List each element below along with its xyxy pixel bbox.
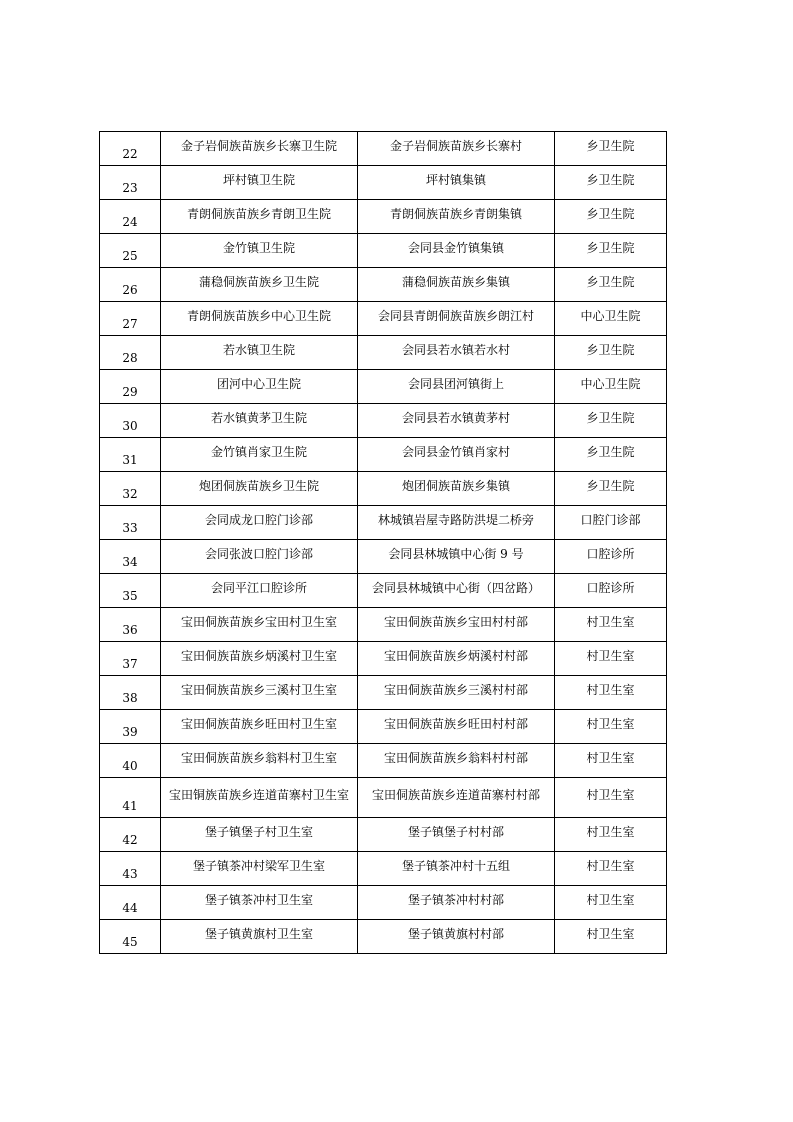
facility-name: 会同平江口腔诊所 <box>161 574 358 608</box>
facility-name: 坪村镇卫生院 <box>161 166 358 200</box>
facility-address: 会同县团河镇街上 <box>358 370 555 404</box>
table-row <box>100 608 667 642</box>
facility-name: 宝田侗族苗族乡旺田村卫生室 <box>161 710 358 744</box>
facility-type: 口腔诊所 <box>555 540 667 574</box>
row-number: 39 <box>100 710 161 744</box>
table-row <box>100 336 667 370</box>
facility-type: 村卫生室 <box>555 778 667 818</box>
facility-name: 堡子镇堡子村卫生室 <box>161 818 358 852</box>
row-number: 45 <box>100 920 161 954</box>
facility-name: 金竹镇卫生院 <box>161 234 358 268</box>
table-row <box>100 818 667 852</box>
table-row <box>100 778 667 818</box>
facility-name: 宝田侗族苗族乡三溪村卫生室 <box>161 676 358 710</box>
facility-type: 乡卫生院 <box>555 166 667 200</box>
row-number: 25 <box>100 234 161 268</box>
facility-address: 炮团侗族苗族乡集镇 <box>358 472 555 506</box>
facility-name: 若水镇卫生院 <box>161 336 358 370</box>
row-number: 40 <box>100 744 161 778</box>
facility-type: 村卫生室 <box>555 818 667 852</box>
row-number: 36 <box>100 608 161 642</box>
table-row <box>100 920 667 954</box>
facility-address: 会同县金竹镇集镇 <box>358 234 555 268</box>
table-row <box>100 472 667 506</box>
row-number: 35 <box>100 574 161 608</box>
row-number: 26 <box>100 268 161 302</box>
facility-type: 口腔门诊部 <box>555 506 667 540</box>
facility-type: 乡卫生院 <box>555 336 667 370</box>
facility-address: 堡子镇茶冲村村部 <box>358 886 555 920</box>
row-number: 22 <box>100 132 161 166</box>
facility-address: 会同县金竹镇肖家村 <box>358 438 555 472</box>
facility-address: 宝田侗族苗族乡连道苗寨村村部 <box>358 778 555 818</box>
table-row <box>100 642 667 676</box>
facility-type: 村卫生室 <box>555 852 667 886</box>
facility-type: 村卫生室 <box>555 920 667 954</box>
row-number: 28 <box>100 336 161 370</box>
row-number: 37 <box>100 642 161 676</box>
facility-name: 青朗侗族苗族乡中心卫生院 <box>161 302 358 336</box>
row-number: 34 <box>100 540 161 574</box>
facility-type: 中心卫生院 <box>555 302 667 336</box>
facility-name: 金子岩侗族苗族乡长寨卫生院 <box>161 132 358 166</box>
table-row <box>100 852 667 886</box>
facility-type: 中心卫生院 <box>555 370 667 404</box>
facility-name: 青朗侗族苗族乡青朗卫生院 <box>161 200 358 234</box>
facility-type: 乡卫生院 <box>555 200 667 234</box>
facility-address: 金子岩侗族苗族乡长寨村 <box>358 132 555 166</box>
facility-type: 乡卫生院 <box>555 438 667 472</box>
facility-address: 堡子镇茶冲村十五组 <box>358 852 555 886</box>
row-number: 44 <box>100 886 161 920</box>
facility-address: 宝田侗族苗族乡炳溪村村部 <box>358 642 555 676</box>
facility-type: 村卫生室 <box>555 886 667 920</box>
facility-name: 若水镇黄茅卫生院 <box>161 404 358 438</box>
facility-name: 金竹镇肖家卫生院 <box>161 438 358 472</box>
facility-name: 宝田铜族苗族乡连道苗寨村卫生室 <box>161 778 358 818</box>
facility-address: 宝田侗族苗族乡宝田村村部 <box>358 608 555 642</box>
table-row <box>100 200 667 234</box>
row-number: 27 <box>100 302 161 336</box>
table-row <box>100 506 667 540</box>
table-row <box>100 744 667 778</box>
row-number: 41 <box>100 778 161 818</box>
table-row <box>100 132 667 166</box>
facility-type: 村卫生室 <box>555 608 667 642</box>
table-row <box>100 166 667 200</box>
table-row <box>100 676 667 710</box>
row-number: 42 <box>100 818 161 852</box>
facility-name: 堡子镇茶冲村梁军卫生室 <box>161 852 358 886</box>
facility-name: 炮团侗族苗族乡卫生院 <box>161 472 358 506</box>
row-number: 43 <box>100 852 161 886</box>
facility-address: 会同县若水镇黄茅村 <box>358 404 555 438</box>
table-row <box>100 438 667 472</box>
facility-address: 宝田侗族苗族乡旺田村村部 <box>358 710 555 744</box>
facility-name: 宝田侗族苗族乡翁料村卫生室 <box>161 744 358 778</box>
facility-address: 宝田侗族苗族乡三溪村村部 <box>358 676 555 710</box>
table-body <box>100 132 667 954</box>
facility-address: 会同县若水镇若水村 <box>358 336 555 370</box>
facility-name: 宝田侗族苗族乡炳溪村卫生室 <box>161 642 358 676</box>
facility-address: 林城镇岩屋寺路防洪堤二桥旁 <box>358 506 555 540</box>
facility-name: 会同张波口腔门诊部 <box>161 540 358 574</box>
row-number: 32 <box>100 472 161 506</box>
facility-address: 蒲稳侗族苗族乡集镇 <box>358 268 555 302</box>
facility-name: 宝田侗族苗族乡宝田村卫生室 <box>161 608 358 642</box>
facility-name: 团河中心卫生院 <box>161 370 358 404</box>
table-row <box>100 886 667 920</box>
row-number: 31 <box>100 438 161 472</box>
facility-address: 会同县林城镇中心街（四岔路） <box>358 574 555 608</box>
row-number: 33 <box>100 506 161 540</box>
facility-type: 乡卫生院 <box>555 472 667 506</box>
facility-address: 堡子镇堡子村村部 <box>358 818 555 852</box>
facility-name: 会同成龙口腔门诊部 <box>161 506 358 540</box>
facility-type: 村卫生室 <box>555 642 667 676</box>
facility-type: 村卫生室 <box>555 676 667 710</box>
facility-type: 村卫生室 <box>555 710 667 744</box>
facility-name: 堡子镇茶冲村卫生室 <box>161 886 358 920</box>
facility-type: 口腔诊所 <box>555 574 667 608</box>
table-row <box>100 268 667 302</box>
row-number: 30 <box>100 404 161 438</box>
table-row <box>100 302 667 336</box>
row-number: 24 <box>100 200 161 234</box>
facility-address: 会同县青朗侗族苗族乡朗江村 <box>358 302 555 336</box>
facility-type: 乡卫生院 <box>555 404 667 438</box>
table-row <box>100 370 667 404</box>
table-row <box>100 540 667 574</box>
facility-type: 乡卫生院 <box>555 234 667 268</box>
facility-address: 堡子镇黄旗村村部 <box>358 920 555 954</box>
facility-type: 乡卫生院 <box>555 268 667 302</box>
facility-address: 宝田侗族苗族乡翁料村村部 <box>358 744 555 778</box>
table-row <box>100 234 667 268</box>
facility-type: 乡卫生院 <box>555 132 667 166</box>
facility-type: 村卫生室 <box>555 744 667 778</box>
table-row <box>100 710 667 744</box>
facility-name: 堡子镇黄旗村卫生室 <box>161 920 358 954</box>
table-row <box>100 574 667 608</box>
row-number: 23 <box>100 166 161 200</box>
row-number: 29 <box>100 370 161 404</box>
facility-address: 青朗侗族苗族乡青朗集镇 <box>358 200 555 234</box>
facility-name: 蒲稳侗族苗族乡卫生院 <box>161 268 358 302</box>
facility-address: 坪村镇集镇 <box>358 166 555 200</box>
table-row <box>100 404 667 438</box>
facilities-table <box>99 131 667 954</box>
row-number: 38 <box>100 676 161 710</box>
facility-address: 会同县林城镇中心街 9 号 <box>358 540 555 574</box>
